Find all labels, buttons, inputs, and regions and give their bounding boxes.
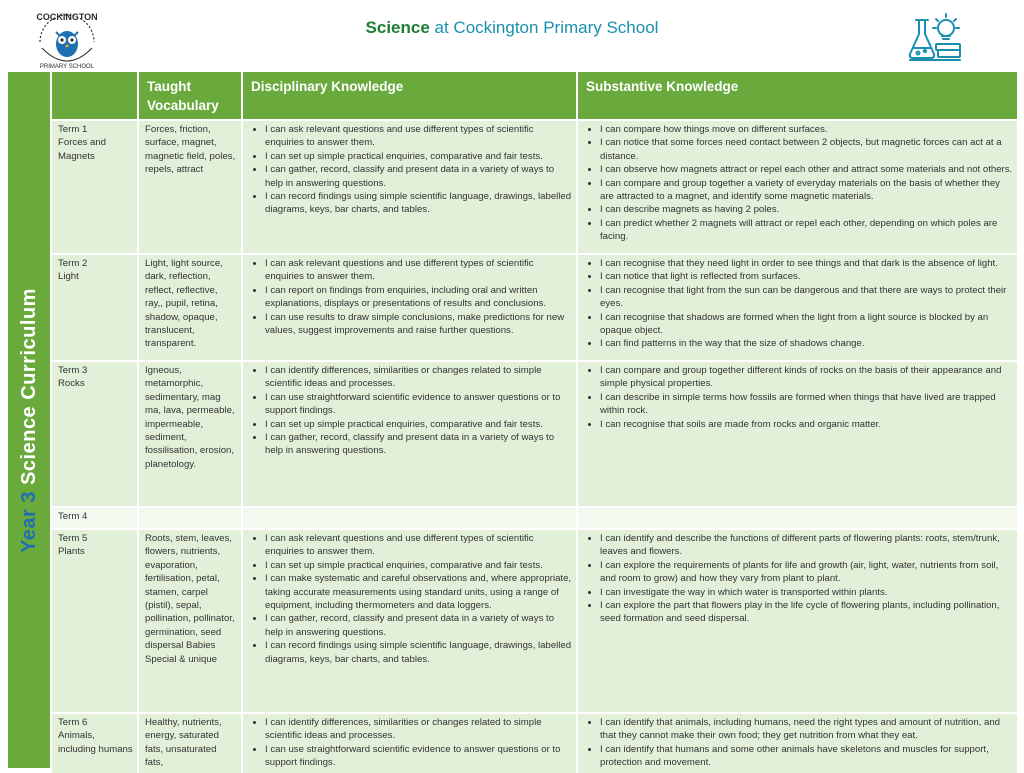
- side-year: Year 3: [17, 490, 40, 553]
- list-item: • I can set up simple practical enquiries, comparative and fair tests.: [265, 150, 572, 163]
- list-item: • I can report on findings from enquiries, including oral and written explanations, displays or presentations of results and conclusions.: [265, 284, 572, 311]
- list-item: • I can record findings using simple scientific language, drawings, labelled diagrams, keys, bar charts, and tables.: [265, 190, 572, 217]
- list-item: • I can identify that animals, including humans, need the right types and amount of nutrition, and that they cannot make their own food; they get nutrition from what they eat.: [600, 716, 1013, 743]
- term-label: Term 4: [58, 511, 88, 522]
- term-label: Term 6: [58, 717, 88, 728]
- school-logo: [32, 4, 102, 72]
- list-item: • I can explore the part that flowers play in the life cycle of flowering plants, including pollination, seed formation and seed dispersal.: [600, 599, 1013, 626]
- list-item: • I can ask relevant questions and use different types of scientific enquiries to answer them.: [265, 123, 572, 150]
- list-item: • I can set up simple practical enquiries, comparative and fair tests.: [265, 418, 572, 431]
- page-title: [0, 18, 1024, 38]
- disciplinary-cell: [242, 120, 577, 254]
- header-vocabulary: Taught Vocabulary: [138, 72, 242, 120]
- disciplinary-list: [249, 532, 572, 666]
- header-term: [52, 72, 138, 120]
- science-flask-bulb-icon: [906, 10, 964, 66]
- list-item: • I can investigate the way in which water is transported within plants.: [600, 586, 1013, 599]
- list-item: • I can use straightforward scientific evidence to answer questions or to support findings.: [265, 743, 572, 770]
- vocabulary-cell: Healthy, nutrients, energy, saturated fats, unsaturated fats,: [138, 713, 242, 773]
- svg-text:PRIMARY SCHOOL: PRIMARY SCHOOL: [39, 64, 95, 70]
- term-cell: [52, 361, 138, 507]
- term-label: Term 2: [58, 258, 88, 269]
- term-topic: Forces and Magnets: [58, 137, 106, 162]
- term-cell: [52, 713, 138, 773]
- list-item: • I can recognise that soils are made from rocks and organic matter.: [600, 418, 1013, 431]
- list-item: • I can identify that humans and some other animals have skeletons and muscles for support, protection and movement.: [600, 743, 1013, 770]
- vocabulary-cell: Igneous, metamorphic, sedimentary, mag ma, lava, permeable, impermeable, sediment, fossilisation, erosion, planetology.: [138, 361, 242, 507]
- table-row: [52, 361, 1017, 507]
- list-item: • I can observe how magnets attract or repel each other and attract some materials and not others.: [600, 163, 1013, 176]
- substantive-list: [584, 364, 1013, 431]
- vocabulary-cell: Forces, friction, surface, magnet, magnetic field, poles, repels, attract: [138, 120, 242, 254]
- list-item: • I can ask relevant questions and use different types of scientific enquiries to answer them.: [265, 532, 572, 559]
- term-cell: [52, 507, 138, 529]
- title-rest: at Cockington Primary School: [429, 18, 659, 37]
- disciplinary-cell: [242, 529, 577, 713]
- vocabulary-cell: Light, light source, dark, reflection, reflect, reflective, ray,, pupil, retina, shadow, opaque, translucent, transparent.: [138, 254, 242, 361]
- list-item: • I can identify and describe the functions of different parts of flowering plants: roots, stem/trunk, leaves and flowers.: [600, 532, 1013, 559]
- list-item: • I can recognise that light from the sun can be dangerous and that there are ways to protect their eyes.: [600, 284, 1013, 311]
- list-item: • I can record findings using simple scientific language, drawings, labelled diagrams, keys, bar charts, and tables.: [265, 639, 572, 666]
- header-substantive: Substantive Knowledge: [577, 72, 1017, 120]
- substantive-cell: [577, 361, 1017, 507]
- list-item: • I can describe magnets as having 2 poles.: [600, 203, 1013, 216]
- header-disciplinary: Disciplinary Knowledge: [242, 72, 577, 120]
- substantive-cell: [577, 529, 1017, 713]
- list-item: • I can predict whether 2 magnets will attract or repel each other, depending on which poles are facing.: [600, 217, 1013, 244]
- term-cell: [52, 254, 138, 361]
- list-item: • I can notice that light is reflected from surfaces.: [600, 270, 1013, 283]
- list-item: • I can use straightforward scientific evidence to answer questions or to support findings.: [265, 391, 572, 418]
- list-item: • I can compare and group together a variety of everyday materials on the basis of whether they are attracted to a magnet, and identify some magnetic materials.: [600, 177, 1013, 204]
- term-topic: Light: [58, 271, 79, 283]
- list-item: • I can explore the requirements of plants for life and growth (air, light, water, nutrients from soil, and room to grow) and how they vary from plant to plant.: [600, 559, 1013, 586]
- substantive-list: [584, 257, 1013, 351]
- term-topic: Animals, including humans: [58, 730, 133, 755]
- term-cell: [52, 529, 138, 713]
- vocabulary-cell: [138, 507, 242, 529]
- list-item: • I can recognise that they need light in order to see things and that dark is the absence of light.: [600, 257, 1013, 270]
- list-item: • I can identify differences, similarities or changes related to simple scientific ideas and processes.: [265, 716, 572, 743]
- list-item: • I can gather, record, classify and present data in a variety of ways to help in answering questions.: [265, 431, 572, 458]
- list-item: • I can use results to draw simple conclusions, make predictions for new values, suggest improvements and raise further questions.: [265, 311, 572, 338]
- list-item: • I can find patterns in the way that the size of shadows change.: [600, 337, 1013, 350]
- list-item: • I can notice that some forces need contact between 2 objects, but magnetic forces can act at a distance.: [600, 136, 1013, 163]
- substantive-cell: [577, 507, 1017, 529]
- list-item: • I can ask relevant questions and use different types of scientific enquiries to answer them.: [265, 257, 572, 284]
- substantive-list: [584, 716, 1013, 770]
- disciplinary-list: [249, 364, 572, 458]
- list-item: • I can make systematic and careful observations and, where appropriate, taking accurate measurements using standard units, using a range of equipment, including thermometers and data loggers.: [265, 572, 572, 612]
- term-topic: Rocks: [58, 378, 85, 390]
- vocabulary-cell: Roots, stem, leaves, flowers, nutrients, evaporation, fertilisation, petal, stamen, carpel (pistil), sepal, pollination, pollinator, germination, seed dispersal Babies Special & unique: [138, 529, 242, 713]
- term-topic: Plants: [58, 546, 85, 558]
- header-row: [52, 72, 1017, 120]
- term-label: Term 3: [58, 365, 88, 376]
- disciplinary-cell: [242, 361, 577, 507]
- table-row: [52, 120, 1017, 254]
- disciplinary-cell: [242, 507, 577, 529]
- list-item: • I can recognise that shadows are formed when the light from a light source is blocked by an opaque object.: [600, 311, 1013, 338]
- side-rest: Science Curriculum: [17, 287, 40, 491]
- table-row: [52, 254, 1017, 361]
- substantive-cell: [577, 254, 1017, 361]
- disciplinary-cell: [242, 713, 577, 773]
- disciplinary-list: [249, 257, 572, 337]
- list-item: • I can compare how things move on different surfaces.: [600, 123, 1013, 136]
- logo-arc-text: COCKINGTON: [36, 12, 98, 22]
- title-strong: Science: [365, 18, 430, 37]
- term-label: Term 1: [58, 124, 88, 135]
- list-item: • I can gather, record, classify and present data in a variety of ways to help in answering questions.: [265, 163, 572, 190]
- list-item: • I can set up simple practical enquiries, comparative and fair tests.: [265, 559, 572, 572]
- disciplinary-cell: [242, 254, 577, 361]
- substantive-list: [584, 532, 1013, 626]
- list-item: • I can compare and group together different kinds of rocks on the basis of their appearance and simple physical properties.: [600, 364, 1013, 391]
- substantive-list: [584, 123, 1013, 244]
- table-row: [52, 529, 1017, 713]
- list-item: • I can identify differences, similarities or changes related to simple scientific ideas and processes.: [265, 364, 572, 391]
- curriculum-table: [52, 72, 1017, 773]
- substantive-cell: [577, 120, 1017, 254]
- disciplinary-list: [249, 123, 572, 217]
- table-row: [52, 713, 1017, 773]
- list-item: • I can gather, record, classify and present data in a variety of ways to help in answering questions.: [265, 612, 572, 639]
- disciplinary-list: [249, 716, 572, 770]
- vertical-curriculum-label: [8, 72, 50, 768]
- substantive-cell: [577, 713, 1017, 773]
- list-item: • I can describe in simple terms how fossils are formed when things that have lived are trapped within rock.: [600, 391, 1013, 418]
- table-row: [52, 507, 1017, 529]
- term-label: Term 5: [58, 533, 88, 544]
- term-cell: [52, 120, 138, 254]
